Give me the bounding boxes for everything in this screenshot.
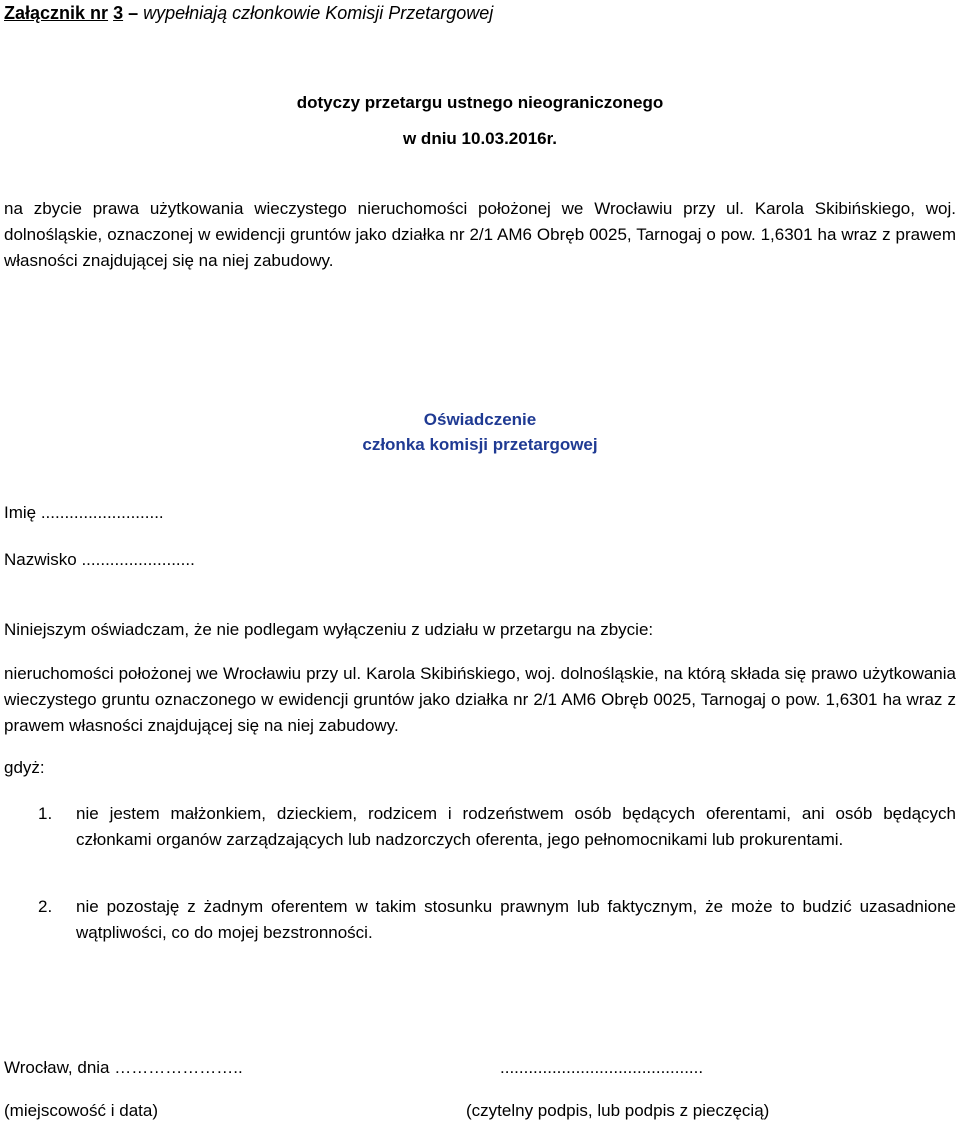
annex-number: 3 [113, 3, 124, 23]
list-item-number: 2. [38, 897, 53, 916]
property-description: nieruchomości położonej we Wrocławiu przy ul. Karola Skibińskiego, woj. dolnośląskie, na którą składa się prawo użytkowania wieczystego gruntu oznaczonego w ewidencji gruntów jako działka nr 2/1 AM6 Obręb 0025, Tarnogaj o pow. 1,6301 ha wraz z prawem własności znajdującej się na niej zabudowy. [4, 664, 956, 735]
because-label: gdyż: [4, 758, 45, 777]
list-item-text: nie jestem małżonkiem, dzieckiem, rodzicem i rodzeństwem osób będących oferentami, ani osób będących członkami organów zarządzających lub nadzorczych oferenta, jego pełnomocnikami lub prokurentami. [76, 804, 956, 849]
annex-header [4, 0, 493, 26]
declaration-intro: Niniejszym oświadczam, że nie podlegam wyłączeniu z udziału w przetargu na zbycie: [4, 620, 654, 639]
place-date-line: Wrocław, dnia ………………….. [4, 1058, 243, 1077]
tender-subject: na zbycie prawa użytkowania wieczystego nieruchomości położonej we Wrocławiu przy ul. Karola Skibińskiego, woj. dolnośląskie, oznaczonej w ewidencji gruntów jako działka nr 2/1 AM6 Obręb 0025, Tarnogaj o pow. 1,6301 ha wraz z prawem własności znajdującej się na niej zabudowy. [4, 199, 956, 270]
declaration-heading: Oświadczenie [423, 410, 537, 429]
tender-title: dotyczy przetargu ustnego nieograniczonego [296, 93, 664, 112]
annex-label: Załącznik nr [4, 3, 109, 23]
tender-date: w dniu 10.03.2016r. [402, 129, 558, 148]
signature-line: ........................................... [500, 1058, 704, 1077]
last-name-field: Nazwisko ........................ [4, 550, 195, 569]
place-date-caption: (miejscowość i data) [4, 1101, 158, 1120]
list-item-text: nie pozostaję z żadnym oferentem w takim stosunku prawnym lub faktycznym, że może to budzić uzasadnione wątpliwości, co do mojej bezstronności. [76, 897, 956, 942]
signature-caption: (czytelny podpis, lub podpis z pieczęcią) [466, 1101, 770, 1120]
annex-dash: – [128, 3, 139, 23]
declaration-subheading: członka komisji przetargowej [362, 435, 598, 454]
list-item [38, 894, 956, 946]
annex-note: wypełniają członkowie Komisji Przetargowej [143, 3, 494, 23]
list-item-number: 1. [38, 804, 53, 823]
first-name-field: Imię .......................... [4, 503, 164, 522]
list-item [38, 801, 956, 853]
